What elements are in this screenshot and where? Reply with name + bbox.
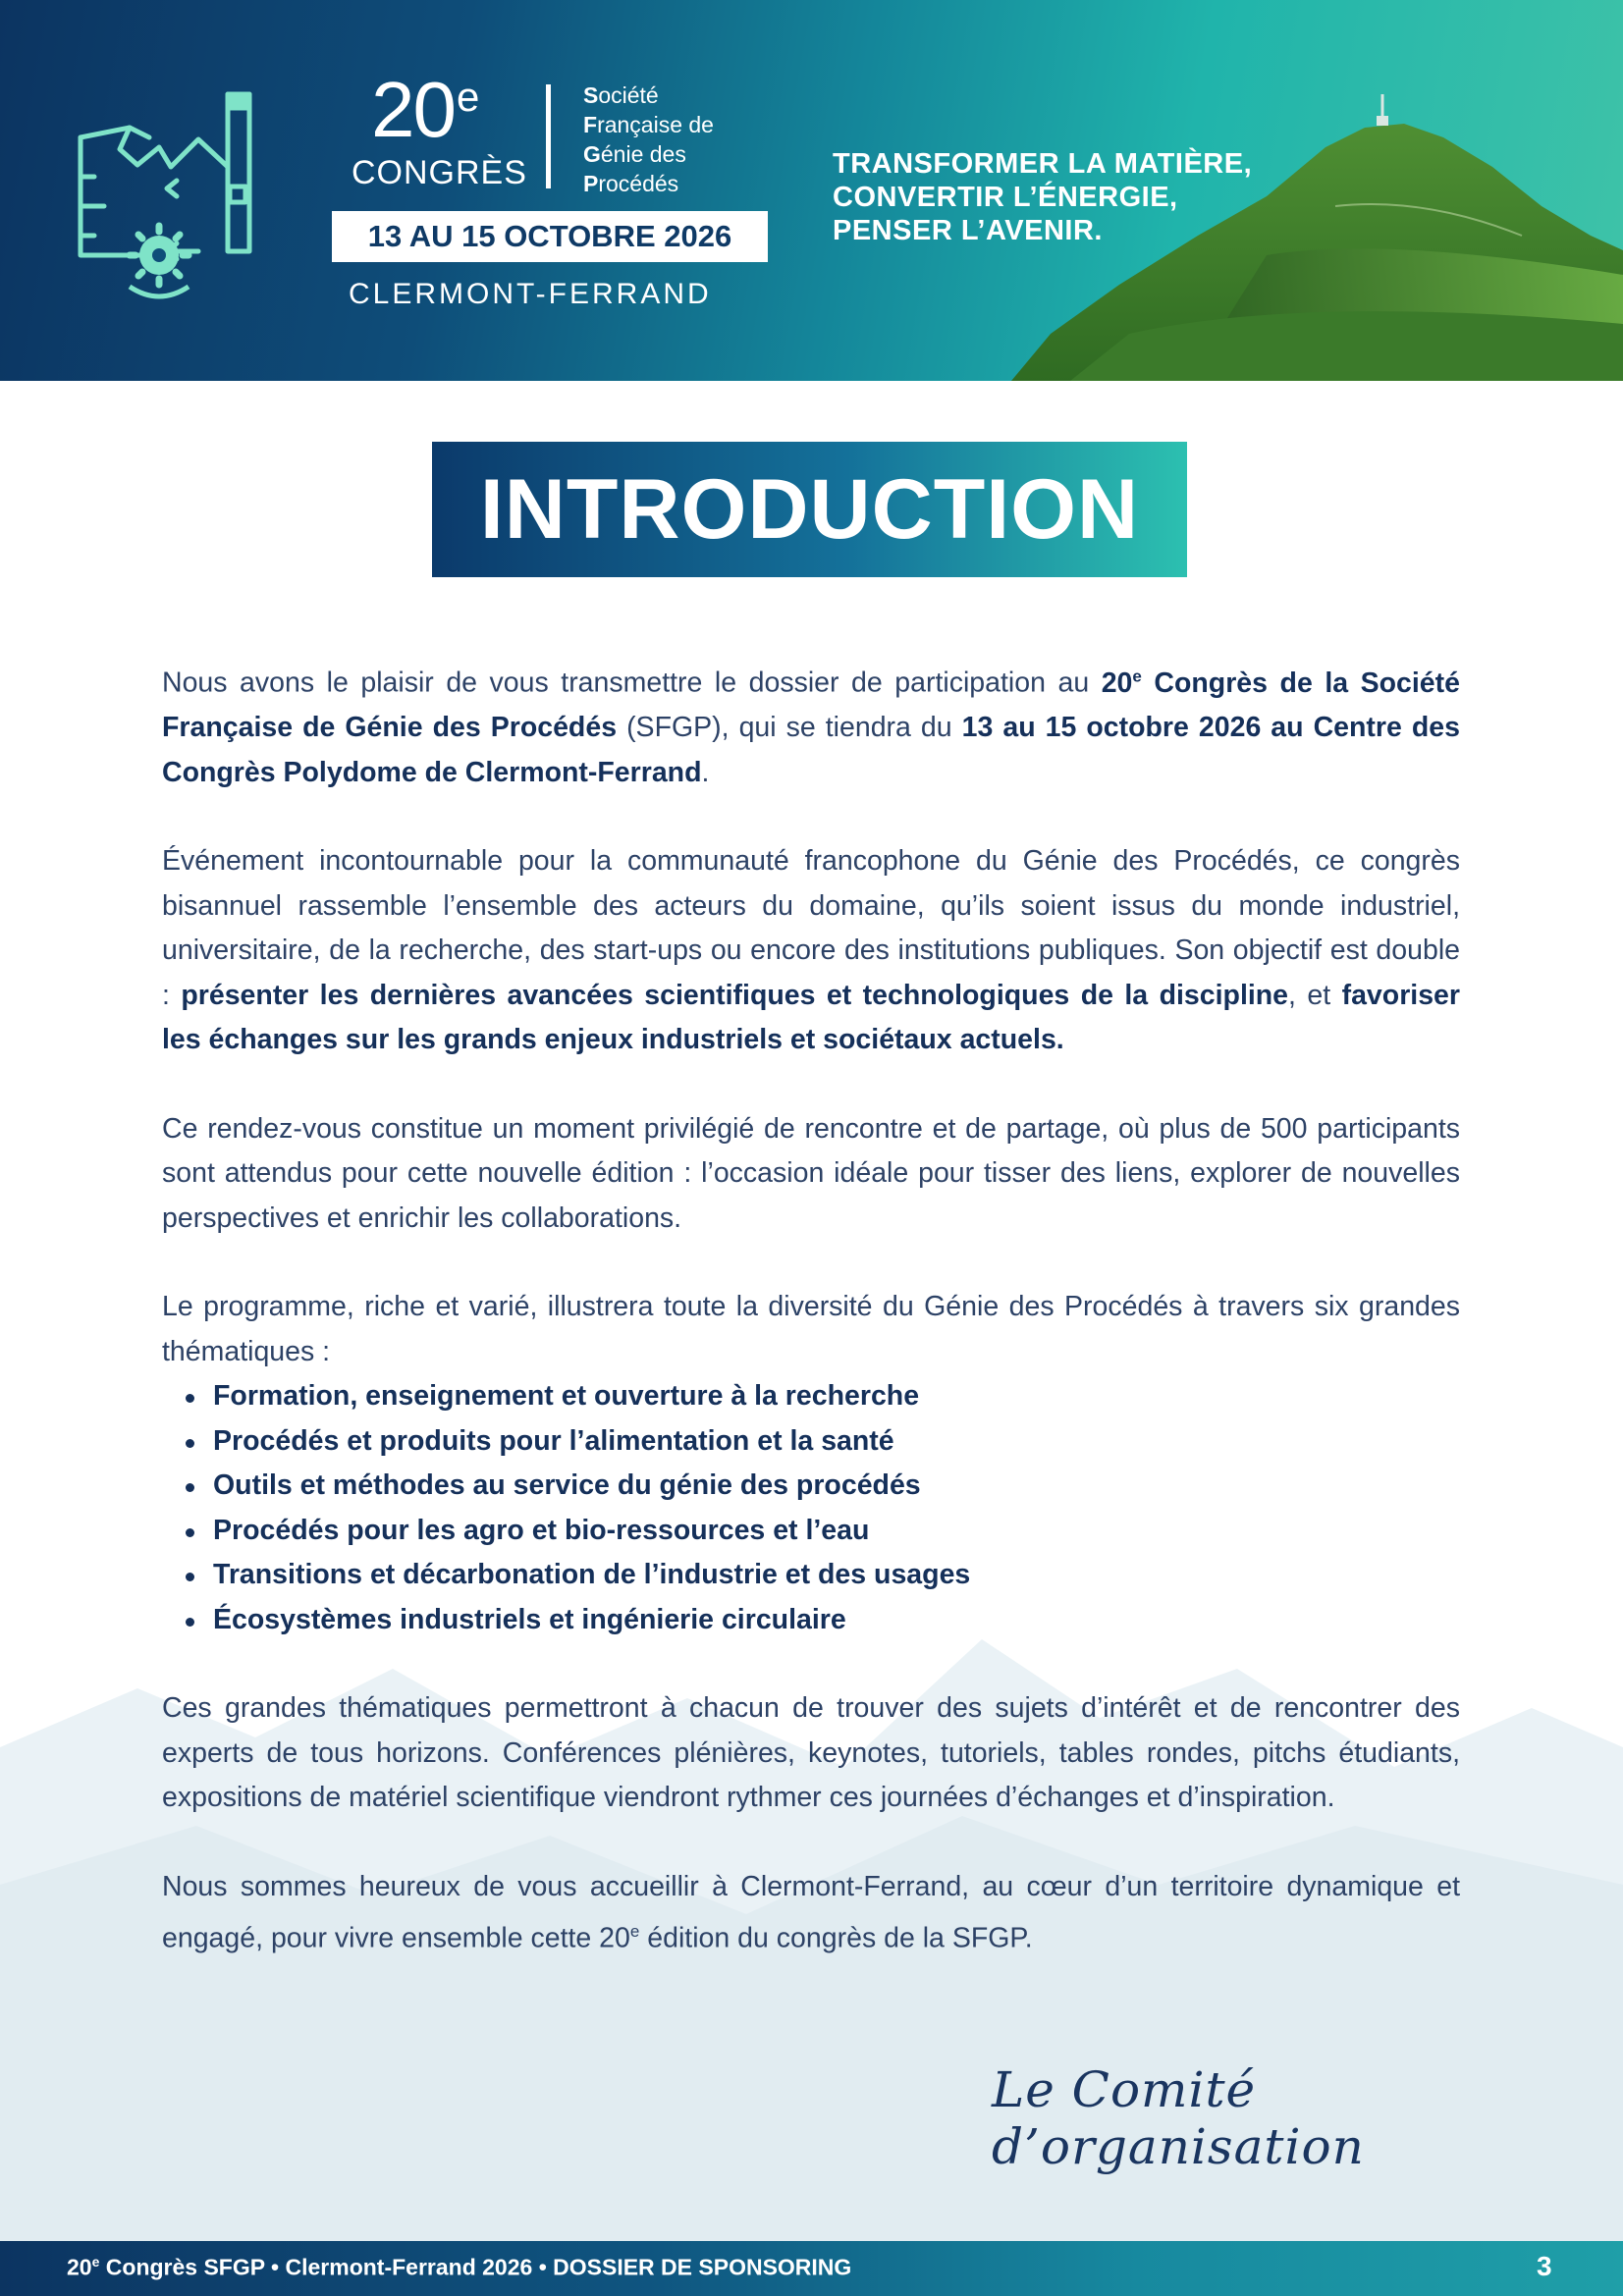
intro-paragraph-5: Ces grandes thématiques permettront à chacun de trouver des sujets d’intérêt et de rencontrer des experts de tous horizons. Conférences plénières, keynotes, tutoriels, tables rondes, pitchs étudiants, expositions de matériel scientifique viendront rythmer ces journées d’échanges et d’inspiration.	[162, 1692, 1460, 1813]
event-dates: 13 AU 15 OCTOBRE 2026	[332, 211, 768, 262]
theme-item: Outils et méthodes au service du génie des procédés	[162, 1464, 1460, 1509]
event-city: CLERMONT-FERRAND	[349, 278, 712, 310]
mountain-photo-icon	[1011, 88, 1623, 381]
edition-number: 20e	[371, 66, 478, 153]
tagline: TRANSFORMER LA MATIÈRE, CONVERTIR L’ÉNERGIE, PENSER L’AVENIR.	[833, 148, 1253, 246]
footer	[0, 2241, 1623, 2296]
page-number: 3	[1537, 2251, 1552, 2281]
page-title-banner	[432, 442, 1187, 577]
intro-body	[162, 654, 1460, 2005]
intro-paragraph-6: Nous sommes heureux de vous accueillir à Clermont-Ferrand, au cœur d’un territoire dynamique et engagé, pour vivre ensemble cette 20e édition du congrès de la SFGP.	[162, 1870, 1460, 1954]
themes-list	[162, 1374, 1460, 1642]
header-banner	[0, 0, 1623, 381]
theme-item: Procédés pour les agro et bio-ressources et l’eau	[162, 1509, 1460, 1554]
intro-paragraph-1: Nous avons le plaisir de vous transmettre le dossier de participation au 20e Congrès de la Société Française de Génie des Procédés (SFGP), qui se tiendra du 13 au 15 octobre 2026 au Centre des Congrès Polydome de Clermont-Ferrand.	[162, 667, 1460, 788]
intro-paragraph-4: Le programme, riche et varié, illustrera toute la diversité du Génie des Procédés à travers six grandes thématiques :	[162, 1291, 1460, 1367]
theme-item: Écosystèmes industriels et ingénierie circulaire	[162, 1598, 1460, 1643]
congress-logo-icon	[61, 79, 277, 314]
intro-paragraph-2: Événement incontournable pour la communauté francophone du Génie des Procédés, ce congrès bisannuel rassemble l’ensemble des acteurs du domaine, qu’ils soient issus du monde industriel, universitaire, de la recherche, des start-ups ou encore des institutions publiques. Son objectif est double : présenter les dernières avancées scientifiques et technologiques de la discipline, et favoriser les échanges sur les grands enjeux industriels et sociétaux actuels.	[162, 845, 1460, 1055]
signature: Le Comité d’organisation	[992, 2061, 1365, 2175]
theme-item: Formation, enseignement et ouverture à la recherche	[162, 1374, 1460, 1419]
theme-item: Procédés et produits pour l’alimentation et la santé	[162, 1419, 1460, 1465]
intro-paragraph-3: Ce rendez-vous constitue un moment privilégié de rencontre et de partage, où plus de 500 participants sont attendus pour cette nouvelle édition : l’occasion idéale pour tisser des liens, explorer de nouvelles perspectives et enrichir les collaborations.	[162, 1112, 1460, 1234]
congres-label: CONGRÈS	[352, 154, 527, 191]
society-name: Société Française de Génie des Procédés	[583, 82, 714, 196]
footer-text: 20e Congrès SFGP • Clermont-Ferrand 2026 • DOSSIER DE SPONSORING	[67, 2254, 852, 2280]
logo-divider	[546, 84, 551, 188]
theme-item: Transitions et décarbonation de l’industrie et des usages	[162, 1553, 1460, 1598]
page-title: INTRODUCTION	[479, 461, 1140, 557]
